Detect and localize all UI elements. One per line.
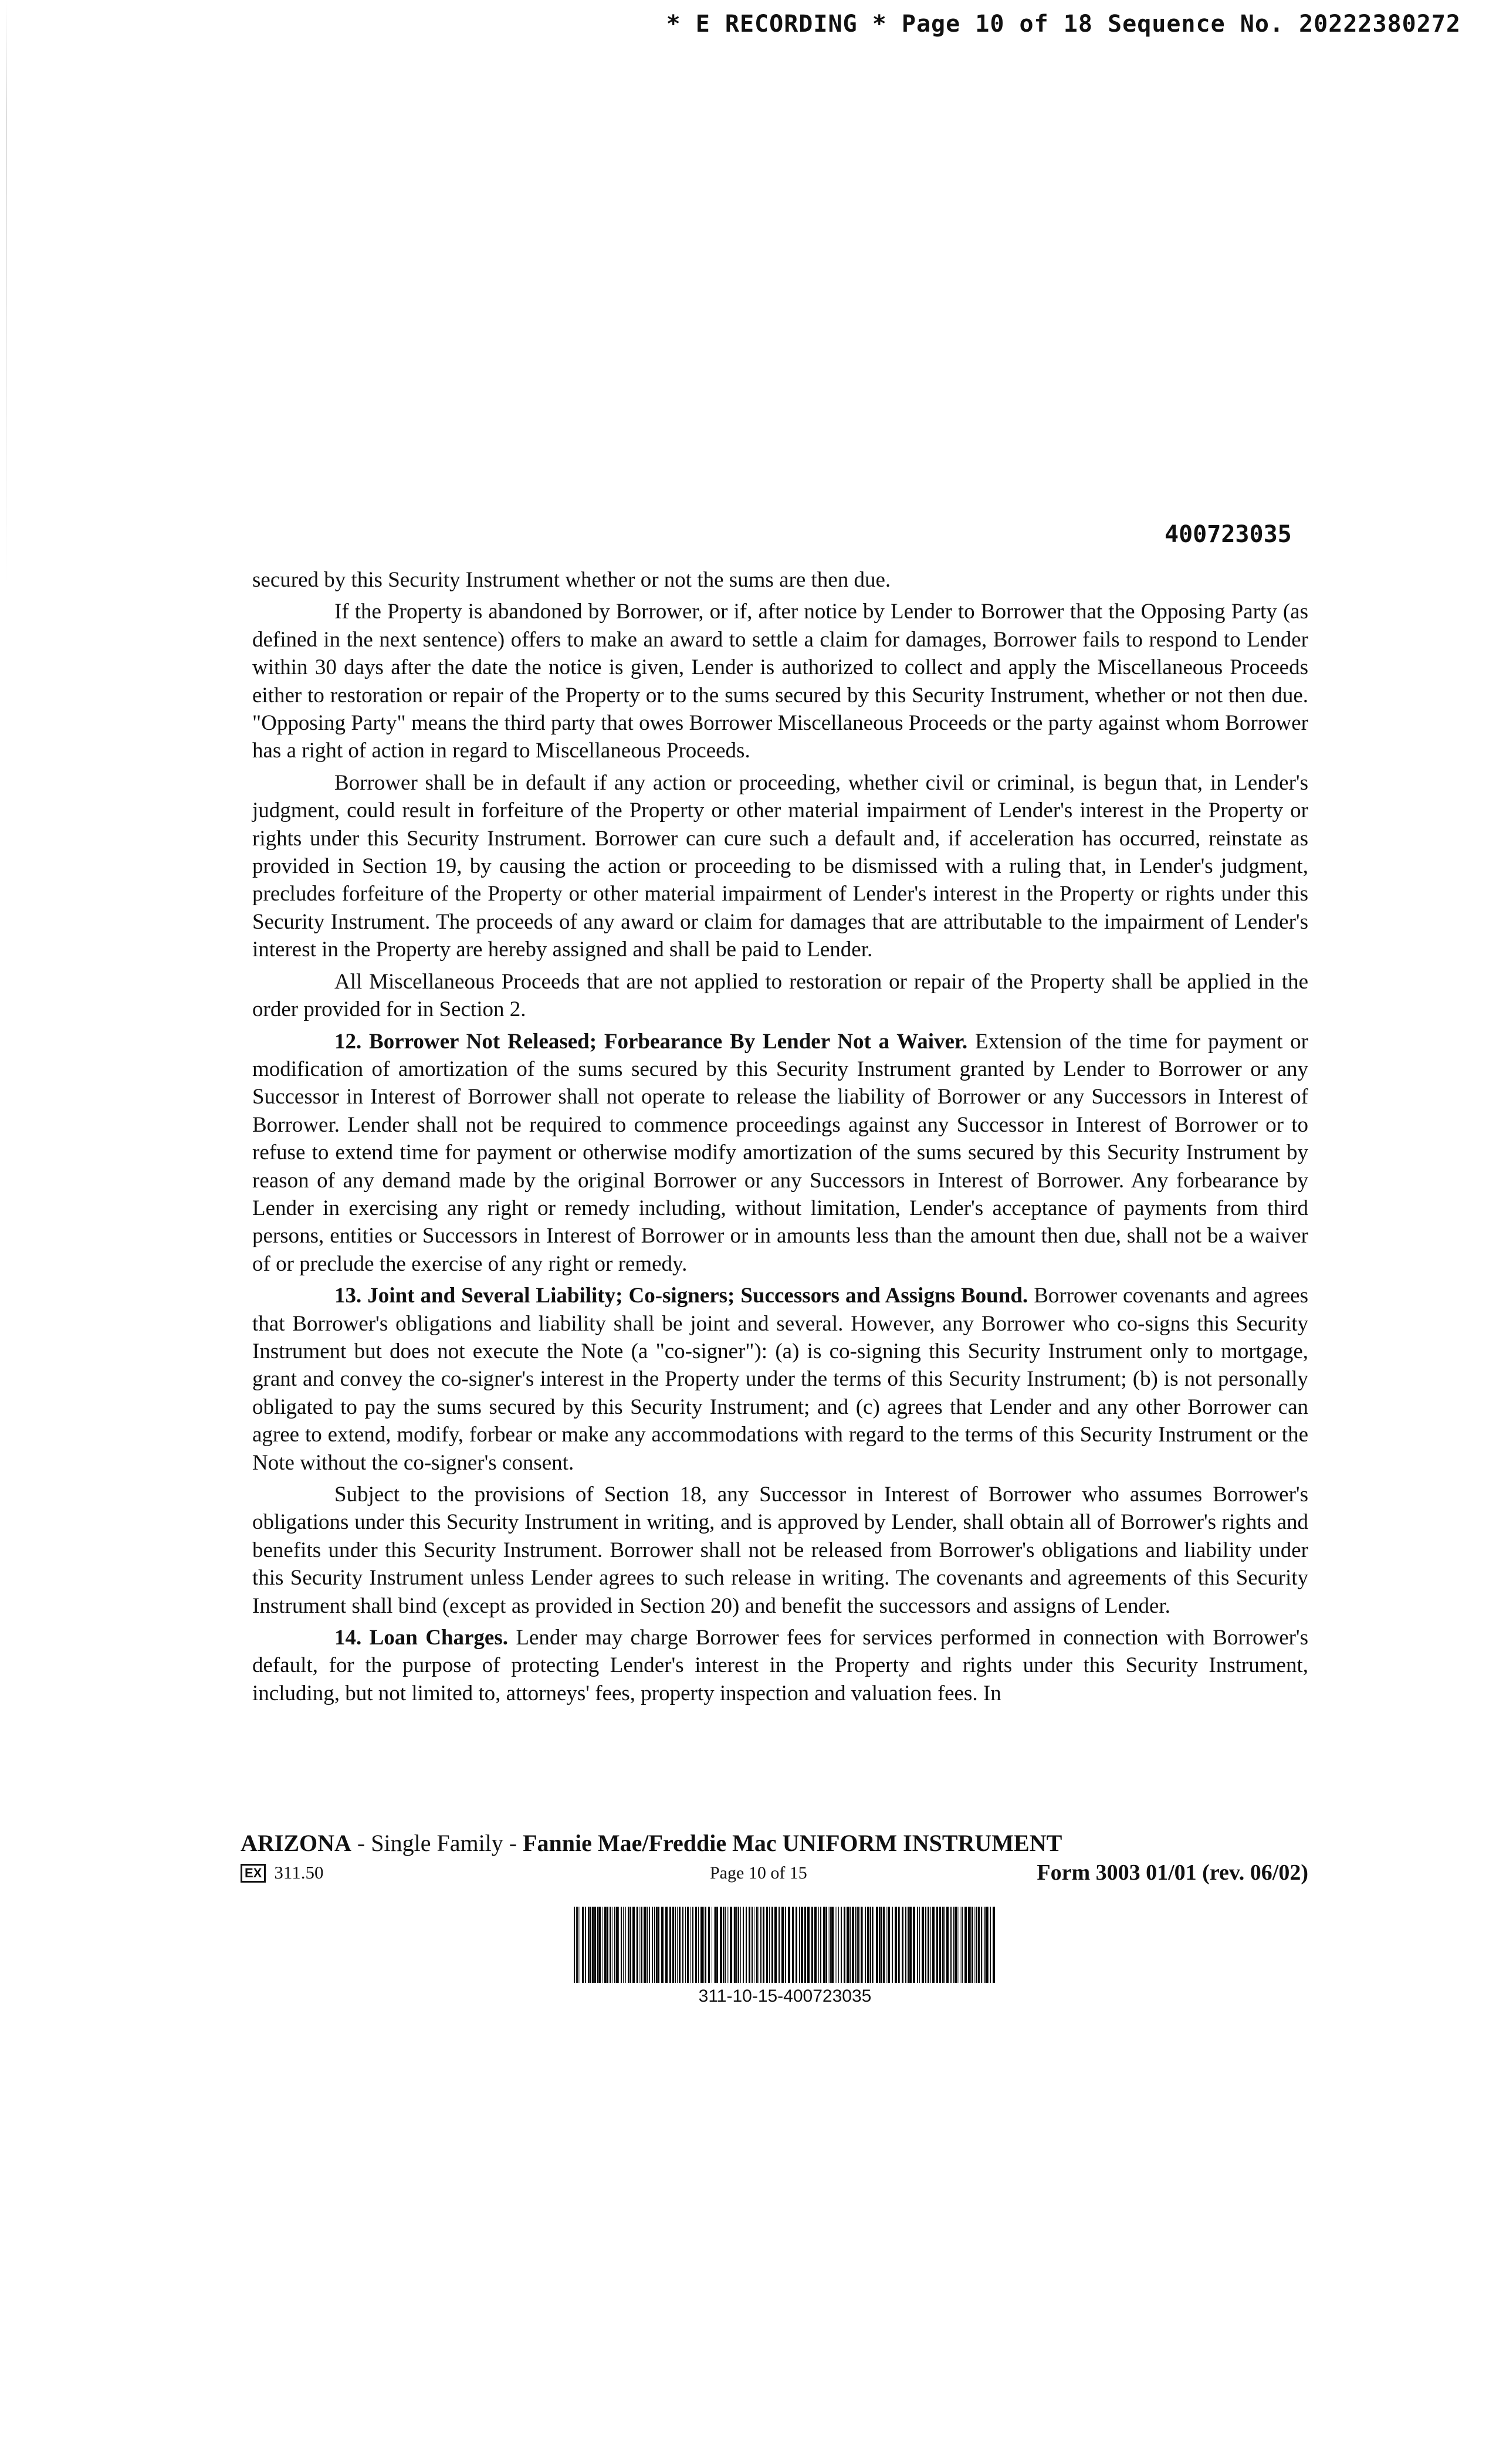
barcode-bar [582,1907,584,1983]
page-label: Page 10 of 15 [710,1863,807,1883]
section-13-text: Borrower covenants and agrees that Borrower's obligations and liability shall be joint and several. However, any Borrower who co-signs this Security Instrument but does not execute the Note (a "co-signer"): (a) is co-signing this Security Instrument only to mortgage, grant and convey the co-signer's interest in the Property under the terms of this Security Instrument; (b) is not personally obligated to pay the sums secured by this Security Instrument; and (c) agrees that Lender and any other Borrower can agree to extend, modify, forbear or make any accommodations with regard to the terms of this Security Instrument or the Note without the co-signer's consent. [252,1284,1309,1475]
barcode-bar [857,1907,858,1983]
barcode-bar [858,1907,859,1983]
barcode-bar [740,1907,741,1983]
barcode-bar [730,1907,732,1983]
barcode-bar [964,1907,967,1983]
barcode-bar [902,1907,903,1983]
barcode-bar [811,1907,813,1983]
barcode-bar [788,1907,790,1983]
barcode-bar [679,1907,681,1983]
barcode-bar [978,1907,980,1983]
barcode-bar [698,1907,699,1983]
barcode-bar [814,1907,817,1983]
barcode-bar [757,1907,758,1983]
barcode-bar [720,1907,722,1983]
barcode-bar [736,1907,737,1983]
barcode-bar [792,1907,794,1983]
barcode-bar [953,1907,955,1983]
barcode-bar [990,1907,991,1983]
barcode-bar [752,1907,753,1983]
barcode-bar [607,1907,608,1983]
barcode-icon [574,1907,996,1983]
paragraph-miscellaneous-proceeds: All Miscellaneous Proceeds that are not applied to restoration or repair of the Property shall be applied in the order provided for in Section 2. [252,969,1308,1022]
barcode-bar [644,1907,646,1983]
barcode-bar [597,1907,598,1983]
barcode-bar [714,1907,715,1983]
barcode-bar [641,1907,642,1983]
barcode-bar [865,1907,866,1983]
footer-form-line [241,1860,1308,1889]
barcode-bar [879,1907,881,1983]
barcode-bar [972,1907,973,1983]
barcode-bar [917,1907,918,1983]
footer-family: - Single Family - [351,1830,523,1856]
barcode-bar [844,1907,845,1983]
barcode-bar [870,1907,871,1983]
barcode-bar [841,1907,842,1983]
barcode-bar [993,1907,995,1983]
barcode-bar [760,1907,761,1983]
barcode-bar [847,1907,849,1983]
paragraph-abandoned-property: If the Property is abandoned by Borrower, or if, after notice by Lender to Borrower that the Opposing Party (as defined in the next sentence) offers to make an award to settle a claim for damages, Borrower fails to respond to Lender within 30 days after the date the notice is given, Lender is authorized to collect and apply the Miscellaneous Proceeds either to restoration or repair of the Property or to the sums secured by this Security Instrument, whether or not then due. "Opposing Party" means the third party that owes Borrower Miscellaneous Proceeds or the party against whom Borrower has a right of action in regard to Miscellaneous Proceeds. [252,600,1308,763]
barcode-bar [756,1907,757,1983]
section-14-text: Lender may charge Borrower fees for services performed in connection with Borrower's default, for the purpose of protecting Lender's interest in the Property and rights under this Security Instrument, including, but not limited to, attorneys' fees, property inspection and valuation fees. In [252,1626,1308,1705]
barcode-bar [738,1907,739,1983]
paragraph-continuation: secured by this Security Instrument whether or not the sums are then due. [252,568,891,592]
barcode-bar [672,1907,674,1983]
barcode-bar [881,1907,882,1983]
barcode-bar [925,1907,926,1983]
barcode-bar [939,1907,941,1983]
barcode-bar [781,1907,784,1983]
barcode-bar [801,1907,803,1983]
paragraph-default: Borrower shall be in default if any action or proceeding, whether civil or criminal, is begun that, in Lender's judgment, could result in forfeiture of the Property or other material impairment of Lender's interest in the Property or rights under this Security Instrument. Borrower can cure such a default and, if acceleration has occurred, reinstate as provided in Section 19, by causing the action or proceeding to be dismissed with a ruling that, in Lender's judgment, precludes forfeiture of the Property or other material impairment of Lender's interest in the Property or rights under this Security Instrument. The proceeds of any award or claim for damages that are attributable to the impairment of Lender's interest in the Property are hereby assigned and shall be paid to Lender. [252,770,1308,962]
barcode-bar [946,1907,949,1983]
barcode-bar [585,1907,586,1983]
barcode-bar [743,1907,744,1983]
barcode-bar [725,1907,726,1983]
barcode-bar [898,1907,899,1983]
barcode-bar [950,1907,952,1983]
barcode-bar [654,1907,655,1983]
barcode-bar [621,1907,622,1983]
barcode-bar [700,1907,703,1983]
barcode-bar [899,1907,900,1983]
barcode-bar [861,1907,862,1983]
section-12-title: 12. Borrower Not Released; Forbearance By Lender Not a Waiver. [334,1029,968,1054]
barcode-bar [690,1907,691,1983]
barcode-bar [831,1907,834,1983]
barcode-bar [636,1907,637,1983]
barcode-bar [746,1907,747,1983]
barcode-bar [943,1907,945,1983]
barcode-bar [976,1907,977,1983]
barcode-bar [936,1907,938,1983]
barcode-bar [849,1907,851,1983]
barcode-text: 311-10-15-400723035 [698,1986,872,2006]
section-12-text: Extension of the time for payment or modification of amortization of the sums secured by this Security Instrument granted by Lender to Borrower or any Successor in Interest of Borrower shall not operate to release the liability of Borrower or any Successors in Interest of Borrower. Lender shall not be required to commence proceedings against any Successor in Interest of Borrower or to refuse to extend time for payment or otherwise modify amortization of the sums secured by this Security Instrument by reason of any demand made by the original Borrower or any Successors in Interest of Borrower. Any forbearance by Lender in exercising any right or remedy including, without limitation, Lender's acceptance of payments from third persons, entities or Successors in Interest of Borrower or in amounts less than the amount then due, shall not be a waiver of or preclude the exercise of any right or remedy. [252,1029,1308,1276]
barcode-bar [623,1907,624,1983]
barcode-bar [749,1907,750,1983]
barcode-bar [665,1907,668,1983]
barcode-bar [807,1907,810,1983]
barcode-bar [820,1907,821,1983]
barcode-bar [930,1907,931,1983]
barcode-bar [804,1907,806,1983]
footer-instrument-line [241,1829,1062,1857]
section-14-title: 14. Loan Charges. [334,1626,508,1650]
barcode-bar [872,1907,873,1983]
barcode-bar [892,1907,893,1983]
barcode-bar [675,1907,676,1983]
barcode-bar [577,1907,578,1983]
barcode-bar [632,1907,635,1983]
barcode-bar [908,1907,909,1983]
barcode-bar [968,1907,970,1983]
form-code [241,1862,323,1883]
barcode-bar [796,1907,797,1983]
barcode-bar [862,1907,863,1983]
barcode-bar [576,1907,577,1983]
barcode-bar [766,1907,768,1983]
barcode-bar [592,1907,594,1983]
barcode-bar [682,1907,683,1983]
recording-header: * E RECORDING * Page 10 of 18 Sequence No. 20222380272 [666,11,1461,38]
barcode-bar [970,1907,972,1983]
barcode [574,1907,996,1983]
barcode-bar [779,1907,780,1983]
barcode-bar [677,1907,678,1983]
footer-instrument: Fannie Mae/Freddie Mac UNIFORM INSTRUMENT [523,1830,1062,1856]
barcode-bar [922,1907,924,1983]
barcode-bar [604,1907,607,1983]
barcode-bar [692,1907,693,1983]
barcode-bar [823,1907,825,1983]
barcode-bar [610,1907,611,1983]
barcode-bar [625,1907,626,1983]
section-14 [252,1624,1308,1707]
barcode-bar [981,1907,982,1983]
barcode-bar [855,1907,856,1983]
barcode-bar [588,1907,590,1983]
barcode-bar [649,1907,650,1983]
barcode-bar [708,1907,710,1983]
footer-state: ARIZONA [241,1830,351,1856]
barcode-bar [734,1907,736,1983]
barcode-bar [695,1907,697,1983]
barcode-bar [703,1907,704,1983]
barcode-bar [594,1907,596,1983]
barcode-bar [614,1907,615,1983]
barcode-bar [769,1907,770,1983]
barcode-bar [986,1907,988,1983]
barcode-bar [955,1907,957,1983]
barcode-bar [716,1907,718,1983]
barcode-bar [799,1907,800,1983]
barcode-bar [616,1907,618,1983]
barcode-bar [687,1907,689,1983]
barcode-bar [661,1907,664,1983]
barcode-bar [658,1907,659,1983]
barcode-bar [852,1907,854,1983]
barcode-bar [888,1907,890,1983]
barcode-bar [774,1907,777,1983]
barcode-bar [919,1907,920,1983]
barcode-bar [629,1907,631,1983]
barcode-bar [913,1907,915,1983]
barcode-bar [962,1907,963,1983]
loan-number: 400723035 [1165,521,1292,548]
form-code-value: 311.50 [274,1862,324,1883]
barcode-bar [598,1907,601,1983]
barcode-bar [652,1907,653,1983]
barcode-bar [656,1907,658,1983]
form-number: Form 3003 01/01 (rev. 06/02) [1037,1860,1308,1885]
barcode-bar [574,1907,575,1983]
barcode-bar [715,1907,716,1983]
barcode-bar [876,1907,878,1983]
ex-logo-icon: EX [241,1864,266,1883]
barcode-bar [618,1907,619,1983]
barcode-bar [763,1907,764,1983]
section-12 [252,1028,1308,1278]
barcode-bar [830,1907,831,1983]
barcode-bar [723,1907,724,1983]
barcode-bar [984,1907,986,1983]
barcode-bar [895,1907,897,1983]
barcode-bar [647,1907,648,1983]
barcode-bar [883,1907,885,1983]
document-body [252,566,1308,1711]
section-13 [252,1282,1308,1477]
barcode-bar [825,1907,827,1983]
barcode-bar [669,1907,671,1983]
barcode-bar [928,1907,929,1983]
paragraph-successors: Subject to the provisions of Section 18, any Successor in Interest of Borrower who assumes Borrower's obligations under this Security Instrument in writing, and is approved by Lender, shall obtain all of Borrower's rights and benefits under this Security Instrument. Borrower shall not be released from Borrower's obligations and liability under this Security Instrument unless Lender agrees to such release in writing. The covenants and agreements of this Security Instrument shall bind (except as provided in Section 20) and benefit the successors and assigns of Lender. [252,1483,1308,1618]
barcode-bar [909,1907,912,1983]
barcode-bar [590,1907,591,1983]
barcode-bar [771,1907,773,1983]
barcode-bar [637,1907,638,1983]
barcode-bar [867,1907,869,1983]
barcode-bar [838,1907,839,1983]
barcode-bar [942,1907,943,1983]
scan-edge [6,0,7,587]
barcode-bar [685,1907,686,1983]
barcode-bar [905,1907,906,1983]
barcode-bar [932,1907,935,1983]
section-13-title: 13. Joint and Several Liability; Co-signers; Successors and Assigns Bound. [334,1284,1028,1308]
barcode-bar [818,1907,819,1983]
barcode-bar [785,1907,786,1983]
barcode-bar [628,1907,629,1983]
barcode-bar [705,1907,706,1983]
